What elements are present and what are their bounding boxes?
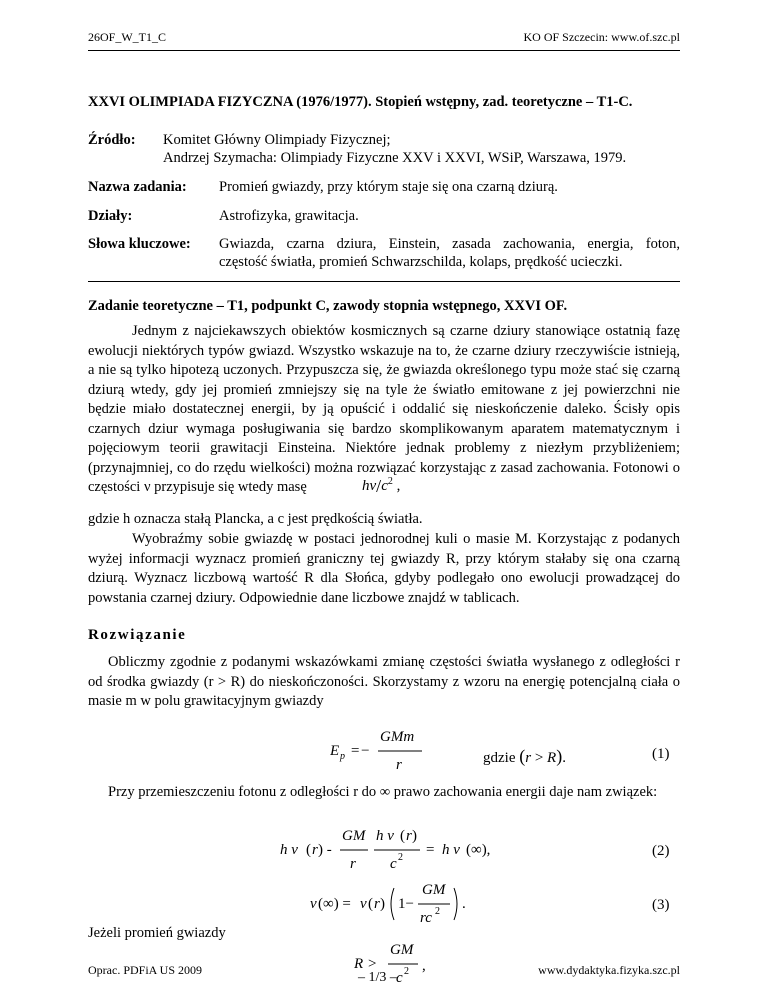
svg-text:=−: =− — [350, 743, 371, 759]
equation-3-svg — [310, 880, 510, 930]
equation-2-number: (2) — [652, 843, 670, 859]
solution-heading: Rozwiązanie — [88, 627, 187, 643]
svg-text:>: > — [368, 956, 377, 972]
photon-mass-formula: $h\nu/c^2$ , — [362, 476, 401, 496]
svg-text:GM: GM — [390, 942, 414, 958]
equation-1-svg — [330, 727, 450, 777]
task-p2-text: gdzie h oznacza stałą Plancka, a c jest prędkością światła. — [88, 511, 423, 527]
meta-keywords — [88, 235, 680, 273]
solution-p2-text: Przy przemieszczeniu fotonu z odległości r do ∞ prawo zachowania energii daje nam związek: — [108, 784, 658, 800]
svg-text:r: r — [406, 828, 412, 844]
equation-2-svg — [280, 826, 540, 876]
solution-paragraph-2 — [88, 783, 680, 803]
solution-p1-text: Obliczmy zgodnie z podanymi wskazówkami zmianę częstości światła wysłanego z odległości r od środka gwiazdy (r > R) do nieskończoności. Skorzystamy z wzoru na energię potencjalną ciała o masie m w polu grawitacyjnym gwiazdy — [88, 654, 680, 709]
svg-text:ν: ν — [360, 896, 367, 912]
meta-sections — [88, 207, 680, 225]
svg-text:rc: rc — [420, 910, 432, 926]
meta-keywords-label: Słowa kluczowe: — [88, 236, 191, 252]
svg-text:GM: GM — [422, 882, 446, 898]
svg-text:.: . — [462, 896, 466, 912]
meta-name-value: Promień gwiazdy, przy którym staje się ona czarną dziurą. — [219, 179, 558, 195]
meta-sections-label: Działy: — [88, 208, 133, 224]
svg-text:=: = — [426, 842, 435, 858]
svg-text:(: ( — [306, 842, 311, 858]
task-paragraph-1 — [88, 322, 680, 498]
equation-1-number: (1) — [652, 746, 670, 762]
svg-text:h ν: h ν — [376, 828, 394, 844]
task-heading: Zadanie teoretyczne – T1, podpunkt C, zawody stopnia wstępnego, XXVI OF. — [88, 298, 568, 314]
svg-text:(∞),: (∞), — [466, 842, 491, 858]
page-number: – 1/3 – — [358, 970, 397, 985]
svg-text:h ν: h ν — [442, 842, 460, 858]
svg-text:h ν: h ν — [280, 842, 298, 858]
svg-text:) -: ) - — [318, 842, 332, 858]
svg-text:GM: GM — [342, 828, 366, 844]
svg-text:(∞) =: (∞) = — [318, 896, 351, 912]
task-paragraph-3 — [88, 530, 680, 608]
meta-name — [88, 178, 680, 196]
meta-source-line2: Andrzej Szymacha: Olimpiady Fizyczne XXV i XXVI, WSiP, Warszawa, 1979. — [163, 150, 627, 166]
meta-keywords-line1: Gwiazda, czarna dziura, Einstein, zasada zachowania, energia, foton, — [219, 236, 680, 252]
equation-1-condition-label: gdzie — [483, 750, 516, 766]
task-p3-text: Wyobraźmy sobie gwiazdę w postaci jednorodnej kuli o masie M. Korzystając z podanych wyżej informacji wyznacz promień graniczny tej gwiazdy R, przy którym stałaby się ona czarną dziurą. Wyznacz liczbową wartość R dla Słońca, gdyby podlegało ono ewolucji prowadzącej do powstania czarnej dziury. Odpowiednie dane liczbowe znajdź w tablicach. — [88, 531, 680, 606]
svg-text:r: r — [396, 757, 402, 773]
footer-author: Oprac. PDFiA US 2009 — [88, 963, 203, 977]
equation-1-condition: gdzie (r > R). — [483, 746, 566, 766]
header-rule — [88, 50, 680, 51]
task-paragraph-2 — [88, 510, 680, 530]
header-code: 26OF_W_T1_C — [88, 30, 166, 44]
svg-text:): ) — [412, 828, 417, 844]
equation-1 — [330, 727, 450, 782]
svg-text:2: 2 — [398, 852, 403, 863]
svg-text:2: 2 — [404, 966, 409, 977]
svg-text:p: p — [340, 751, 345, 762]
meta-keywords-line2: częstość światła, promień Schwarzschilda, kolaps, prędkość ucieczki. — [219, 254, 623, 270]
meta-source-line1: Komitet Główny Olimpiady Fizycznej; — [163, 132, 391, 148]
svg-text:1−: 1− — [398, 896, 414, 912]
meta-source-label: Źródło: — [88, 132, 136, 148]
equation-3-number: (3) — [652, 897, 670, 913]
svg-text:): ) — [380, 896, 385, 912]
svg-text:r: r — [350, 856, 356, 872]
task-p1-text: Jednym z najciekawszych obiektów kosmicznych są czarne dziury stanowiące ostatnią fazę ewolucji niektórych typów gwiazd. Wszystko wskazuje na to, że czarne dziury rzeczywiście istnieją, a nie są tylko hipotezą uczonych. Przypuszcza się, że gwiazda określonego typu może stać się czarną dziurą wtedy, gdy jej promień zmniejszy się na tyle że światło emitowane z jej powierzchni nie będzie miało dostatecznej energii, by ją opuścić i oddalić się nieskończenie daleko. Ścisły opis czarnych dziur wymaga posługiwania się bardzo skomplikowanym aparatem matematycznym i pojęciowym teorii grawitacji Einsteina. Niektóre jednak problemy z niezłym przybliżeniem; (przynajmniej, co do rzędu wielkości) można rozwiązać korzystając z zasad zachowania. Fotonowi o częstości ν przypisuje się wtedy masę — [88, 323, 680, 495]
svg-text:ν: ν — [310, 896, 317, 912]
svg-text:(: ( — [400, 828, 405, 844]
svg-text:c: c — [390, 856, 397, 872]
meta-sections-value: Astrofizyka, grawitacja. — [219, 208, 359, 224]
svg-text:2: 2 — [435, 906, 440, 917]
meta-source — [88, 131, 680, 169]
svg-text:r: r — [312, 842, 318, 858]
equation-2 — [280, 826, 540, 881]
svg-text:,: , — [422, 958, 426, 974]
svg-text:GMm: GMm — [380, 729, 415, 745]
svg-text:R: R — [354, 956, 364, 972]
solution-paragraph-1 — [88, 653, 680, 712]
solution-p3-text: Jeżeli promień gwiazdy — [88, 925, 226, 941]
footer-site: www.dydaktyka.fizyka.szc.pl — [538, 963, 680, 977]
svg-text:c: c — [396, 970, 403, 986]
header-site: KO OF Szczecin: www.of.szc.pl — [523, 30, 680, 44]
svg-text:(: ( — [368, 896, 373, 912]
svg-text:E: E — [330, 743, 340, 759]
meta-rule — [88, 281, 680, 282]
page-title: XXVI OLIMPIADA FIZYCZNA (1976/1977). Stopień wstępny, zad. teoretyczne – T1-C. — [88, 94, 633, 110]
meta-name-label: Nazwa zadania: — [88, 179, 187, 195]
svg-text:r: r — [374, 896, 380, 912]
